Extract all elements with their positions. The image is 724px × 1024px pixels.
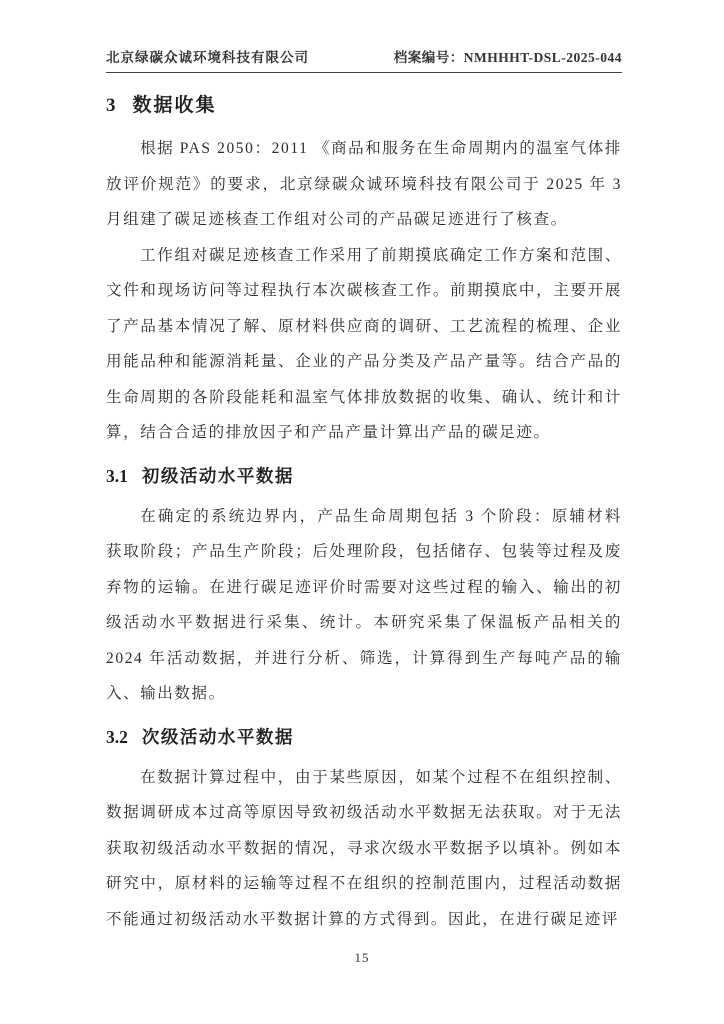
chapter-number: 3 [106, 95, 116, 116]
paragraph-1: 根据 PAS 2050：2011 《商品和服务在生命周期内的温室气体排放评价规范》的要求，北京绿碳众诚环境科技有限公司于 2025 年 3 月组建了碳足迹核查工作组对公司的产品碳足迹进行了核查。 [106, 140, 622, 228]
file-number [394, 46, 622, 66]
paragraph-3: 在确定的系统边界内，产品生命周期包括 3 个阶段：原辅材料获取阶段；产品生产阶段；后处理阶段，包括储存、包装等过程及废弃物的运输。在进行碳足迹评价时需要对这些过程的输入、输出的初级活动水平数据进行采集、统计。本研究采集了保温板产品相关的 2024 年活动数据，并进行分析、筛选，计算得到生产每吨产品的输入、输出数据。 [106, 507, 622, 702]
paragraph-2: 工作组对碳足迹核查工作采用了前期摸底确定工作方案和范围、文件和现场访问等过程执行本次碳核查工作。前期摸底中，主要开展了产品基本情况了解、原材料供应商的调研、工艺流程的梳理、企业用能品种和能源消耗量、企业的产品分类及产品产量等。结合产品的生命周期的各阶段能耗和温室气体排放数据的收集、确认、统计和计算，结合合适的排放因子和产品产量计算出产品的碳足迹。 [106, 246, 622, 441]
file-number-label: 档案编号： [393, 50, 464, 65]
chapter-title: 数据收集 [132, 95, 217, 116]
page-number: 15 [354, 950, 370, 965]
paragraph-4: 在数据计算过程中，由于某些原因，如某个过程不在组织控制、数据调研成本过高等原因导致初级活动水平数据无法获取。对于无法获取初级活动水平数据的情况，寻求次级水平数据予以填补。例如本研究中，原材料的运输等过程不在组织的控制范围内，过程活动数据不能通过初级活动水平数据计算的方式得到。因此，在进行碳足迹评 [106, 768, 622, 928]
section-3-2-number: 3.2 [106, 726, 128, 747]
section-3-2-title: 次级活动水平数据 [141, 726, 294, 747]
page-header [106, 46, 622, 73]
section-3-1-number: 3.1 [106, 465, 128, 486]
file-number-value: NMHHHT-DSL-2025-044 [463, 50, 622, 65]
section-heading-3-2 [106, 722, 622, 752]
company-name: 北京绿碳众诚环境科技有限公司 [106, 50, 309, 65]
chapter-heading [106, 91, 622, 121]
section-3-1-title: 初级活动水平数据 [141, 465, 294, 486]
section-heading-3-1 [106, 461, 622, 491]
